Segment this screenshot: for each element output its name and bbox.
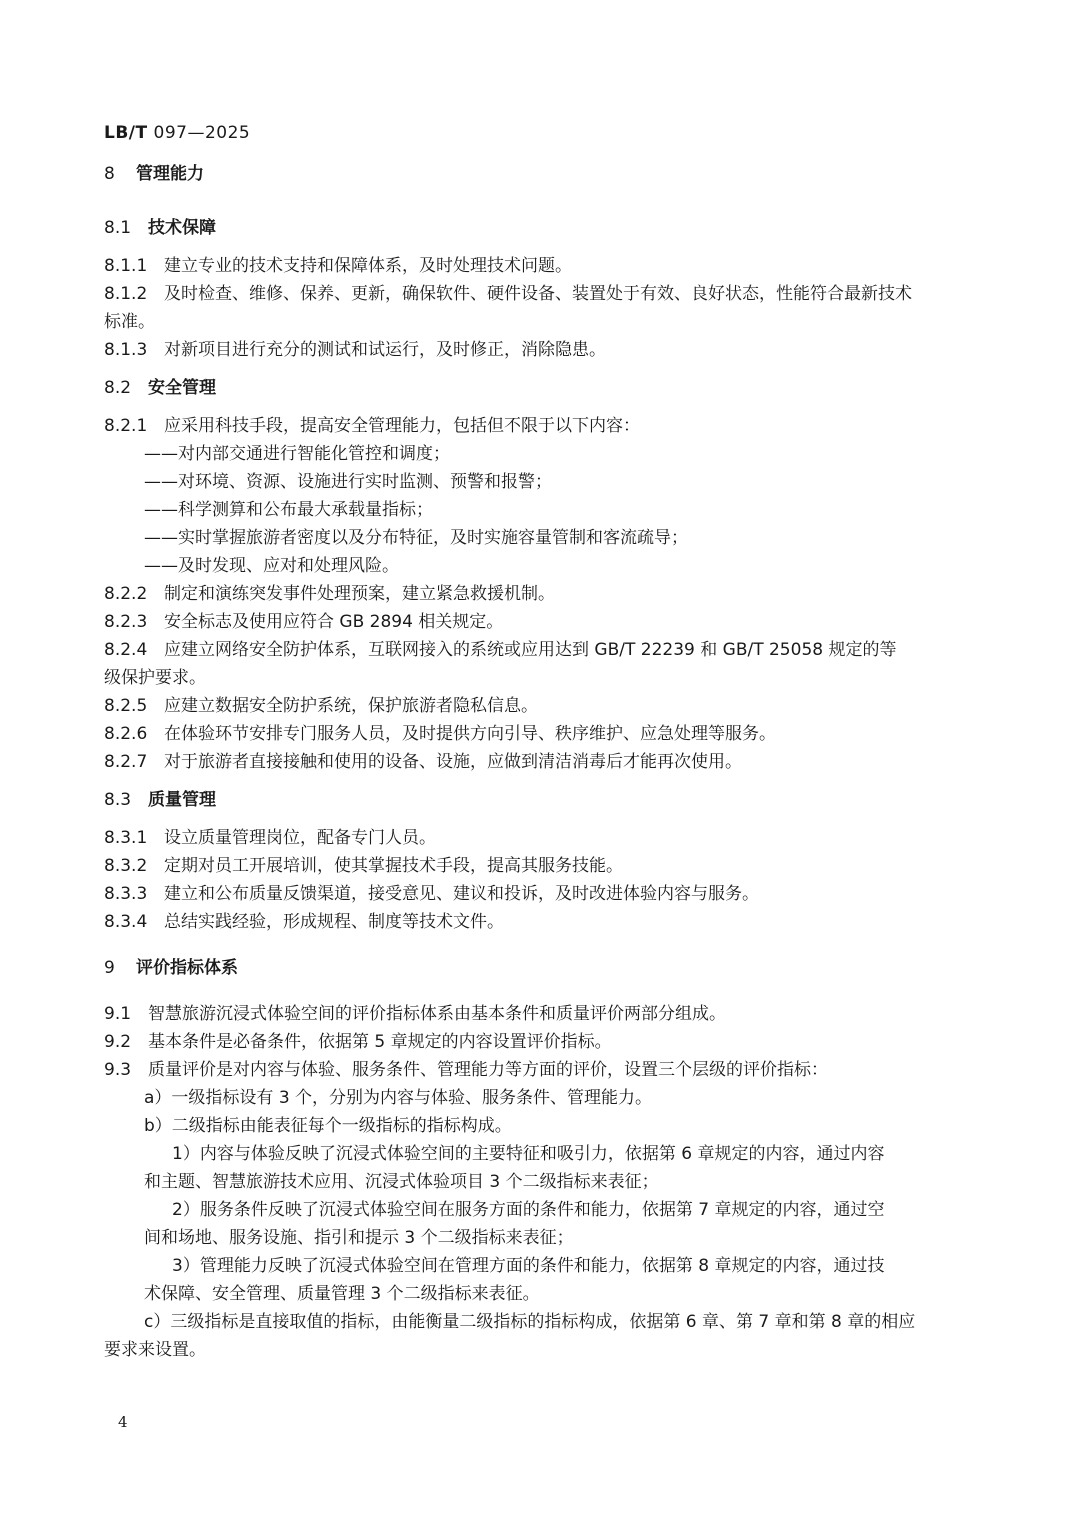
list-item-a: a）一级指标设有 3 个，分别为内容与体验、服务条件、管理能力。	[144, 1088, 653, 1108]
dash-item: ——对内部交通进行智能化管控和调度；	[144, 444, 450, 464]
clause-8-2-7: 8.2.7 对于旅游者直接接触和使用的设备、设施，应做到清洁消毒后才能再次使用。	[104, 752, 742, 772]
page-content	[104, 160, 964, 1364]
clause-9-1: 9.1 智慧旅游沉浸式体验空间的评价指标体系由基本条件和质量评价两部分组成。	[104, 1004, 726, 1024]
section-9-heading: 9 评价指标体系	[104, 958, 238, 978]
dash-item: ——及时发现、应对和处理风险。	[144, 556, 399, 576]
list-item-b3-cont: 术保障、安全管理、质量管理 3 个二级指标来表征。	[144, 1284, 540, 1304]
section-8-heading: 8 管理能力	[104, 164, 204, 184]
page-number: 4	[118, 1413, 128, 1431]
clause-8-1-1: 8.1.1 建立专业的技术支持和保障体系，及时处理技术问题。	[104, 256, 572, 276]
clause-8-3-4: 8.3.4 总结实践经验，形成规程、制度等技术文件。	[104, 912, 504, 932]
section-8-1-heading: 8.1 技术保障	[104, 218, 216, 238]
list-item-b: b）二级指标由能表征每个一级指标的指标构成。	[144, 1116, 512, 1136]
clause-8-2-4-cont: 级保护要求。	[104, 668, 206, 688]
clause-8-2-6: 8.2.6 在体验环节安排专门服务人员，及时提供方向引导、秩序维护、应急处理等服务。	[104, 724, 776, 744]
dash-item: ——实时掌握旅游者密度以及分布特征，及时实施容量管制和客流疏导；	[144, 528, 688, 548]
clause-9-3: 9.3 质量评价是对内容与体验、服务条件、管理能力等方面的评价，设置三个层级的评价指标：	[104, 1060, 828, 1080]
clause-8-3-3: 8.3.3 建立和公布质量反馈渠道，接受意见、建议和投诉，及时改进体验内容与服务。	[104, 884, 759, 904]
clause-8-2-4: 8.2.4 应建立网络安全防护体系，互联网接入的系统或应用达到 GB/T 22239 和 GB/T 25058 规定的等	[104, 640, 897, 660]
dash-item: ——对环境、资源、设施进行实时监测、预警和报警；	[144, 472, 552, 492]
standard-prefix: LB/T	[104, 123, 148, 143]
standard-code	[104, 123, 250, 143]
clause-8-2-5: 8.2.5 应建立数据安全防护系统，保护旅游者隐私信息。	[104, 696, 538, 716]
clause-8-1-2: 8.1.2 及时检查、维修、保养、更新，确保软件、硬件设备、装置处于有效、良好状态，性能符合最新技术	[104, 284, 912, 304]
list-item-b1: 1）内容与体验反映了沉浸式体验空间的主要特征和吸引力，依据第 6 章规定的内容，通过内容	[172, 1144, 885, 1164]
clause-8-1-2-cont: 标准。	[104, 312, 155, 332]
clause-8-2-3: 8.2.3 安全标志及使用应符合 GB 2894 相关规定。	[104, 612, 504, 632]
clause-8-3-1: 8.3.1 设立质量管理岗位，配备专门人员。	[104, 828, 436, 848]
section-8-2-heading: 8.2 安全管理	[104, 378, 216, 398]
clause-9-2: 9.2 基本条件是必备条件，依据第 5 章规定的内容设置评价指标。	[104, 1032, 612, 1052]
clause-8-2-1: 8.2.1 应采用科技手段，提高安全管理能力，包括但不限于以下内容：	[104, 416, 640, 436]
section-8-3-heading: 8.3 质量管理	[104, 790, 216, 810]
list-item-b2: 2）服务条件反映了沉浸式体验空间在服务方面的条件和能力，依据第 7 章规定的内容，通过空	[172, 1200, 885, 1220]
list-item-c-cont: 要求来设置。	[104, 1340, 206, 1360]
list-item-b1-cont: 和主题、智慧旅游技术应用、沉浸式体验项目 3 个二级指标来表征；	[144, 1172, 659, 1192]
list-item-b3: 3）管理能力反映了沉浸式体验空间在管理方面的条件和能力，依据第 8 章规定的内容，通过技	[172, 1256, 885, 1276]
clause-8-2-2: 8.2.2 制定和演练突发事件处理预案，建立紧急救援机制。	[104, 584, 555, 604]
list-item-c: c）三级指标是直接取值的指标，由能衡量二级指标的指标构成，依据第 6 章、第 7 章和第 8 章的相应	[144, 1312, 916, 1332]
dash-item: ——科学测算和公布最大承载量指标；	[144, 500, 433, 520]
standard-number: 097—2025	[147, 123, 251, 143]
clause-8-3-2: 8.3.2 定期对员工开展培训，使其掌握技术手段，提高其服务技能。	[104, 856, 623, 876]
list-item-b2-cont: 间和场地、服务设施、指引和提示 3 个二级指标来表征；	[144, 1228, 574, 1248]
clause-8-1-3: 8.1.3 对新项目进行充分的测试和试运行，及时修正，消除隐患。	[104, 340, 606, 360]
